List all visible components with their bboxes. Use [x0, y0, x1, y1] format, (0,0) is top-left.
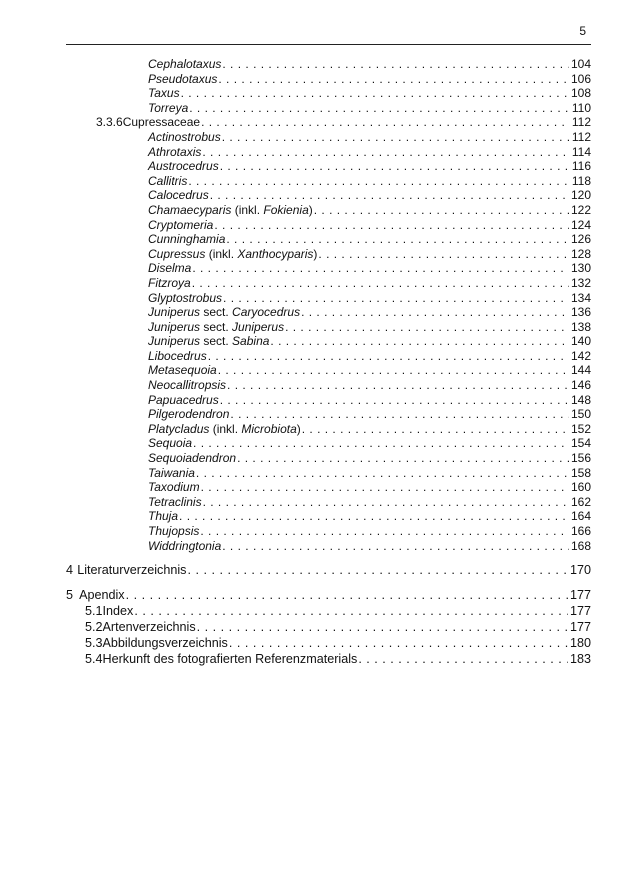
toc-entry-species[interactable]: [66, 378, 591, 393]
subsection-title: Index: [102, 604, 134, 619]
toc-chapter-5[interactable]: [66, 587, 591, 603]
subsection-number: 5.4: [85, 652, 103, 667]
entry-page: 166: [570, 524, 591, 538]
genus-name: Pseudotaxus: [148, 71, 218, 86]
note-name: Sabina: [232, 334, 270, 349]
toc-entry-species[interactable]: [66, 451, 591, 466]
genus-name: Callitris: [148, 173, 188, 188]
toc-entry-species[interactable]: [66, 349, 591, 364]
entry-page: 134: [570, 290, 591, 305]
genus-name: Calocedrus: [148, 188, 209, 203]
entry-page: 142: [570, 348, 591, 363]
entry-title: [66, 130, 221, 145]
toc-entry-species[interactable]: [66, 466, 591, 481]
genus-name: Juniperus: [148, 305, 201, 320]
dot-leader: [214, 218, 569, 233]
dot-leader: [189, 101, 570, 116]
dot-leader: [208, 349, 569, 364]
note-suffix: ): [313, 246, 318, 261]
dot-leader: [222, 57, 569, 72]
subsection-number: 5.1: [85, 604, 103, 619]
dot-leader: [196, 466, 569, 481]
genus-name: Glyptostrobus: [148, 290, 223, 305]
toc-entry-species[interactable]: [66, 393, 591, 408]
entry-page: 106: [570, 71, 591, 86]
dot-leader: [314, 203, 569, 218]
table-of-contents: [66, 57, 591, 667]
entry-title: [66, 188, 209, 203]
header-rule: [66, 44, 591, 45]
toc-entry-species[interactable]: [66, 422, 591, 437]
dot-leader: [358, 651, 568, 667]
genus-name: Cephalotaxus: [148, 57, 222, 71]
entry-title: [66, 86, 180, 101]
entry-title: [66, 174, 187, 189]
subsection-title: Herkunft des fotografierten Referenzmaterials: [102, 652, 358, 667]
genus-name: Metasequoia: [148, 363, 217, 378]
entry-title: [66, 480, 200, 495]
toc-subsection[interactable]: [66, 603, 591, 619]
note-prefix: (inkl.: [205, 246, 238, 261]
toc-entry-species[interactable]: [66, 247, 591, 262]
entry-title: [66, 291, 222, 306]
toc-entry-species[interactable]: [66, 72, 591, 87]
entry-page: 144: [570, 363, 591, 378]
dot-leader: [192, 276, 569, 291]
genus-name: Taxodium: [148, 480, 200, 495]
toc-entry-species[interactable]: [66, 407, 591, 422]
dot-leader: [226, 232, 569, 247]
toc-subsection[interactable]: [66, 635, 591, 651]
entry-page: 110: [571, 100, 591, 115]
note-name: Xanthocyparis: [237, 246, 314, 261]
genus-name: Taxus: [148, 86, 180, 101]
note-prefix: sect.: [200, 334, 233, 349]
toc-entry-species[interactable]: [66, 188, 591, 203]
entry-title: [66, 407, 229, 422]
toc-entry-species[interactable]: [66, 261, 591, 276]
dot-leader: [192, 261, 569, 276]
entry-page: 140: [570, 334, 591, 349]
toc-entry-species[interactable]: [66, 232, 591, 247]
note-prefix: sect.: [200, 305, 233, 320]
dot-leader: [218, 363, 569, 378]
dot-leader: [270, 334, 569, 349]
genus-name: Athrotaxis: [148, 144, 202, 159]
toc-entry-species[interactable]: [66, 276, 591, 291]
toc-entry-species[interactable]: [66, 480, 591, 495]
genus-name: Austrocedrus: [148, 159, 219, 174]
genus-name: Juniperus: [148, 319, 201, 334]
subsection-page: 177: [569, 620, 591, 635]
toc-entry-species[interactable]: [66, 509, 591, 524]
toc-section-3-3-6[interactable]: [66, 115, 591, 130]
genus-name: Pilgerodendron: [148, 407, 230, 422]
entry-page: 152: [570, 421, 591, 436]
entry-page: 138: [570, 319, 591, 334]
entry-page: 158: [570, 465, 591, 480]
entry-page: 150: [570, 407, 591, 422]
genus-name: Taiwania: [148, 465, 195, 480]
species-list-cupressaceae: [66, 130, 591, 553]
entry-page: 146: [570, 378, 591, 393]
entry-page: 122: [570, 202, 591, 217]
note-prefix: (inkl.: [209, 421, 242, 436]
dot-leader: [302, 422, 569, 437]
dot-leader: [201, 480, 569, 495]
entry-title: [66, 305, 300, 320]
toc-entry-species[interactable]: [66, 101, 591, 116]
genus-name: Cryptomeria: [148, 217, 214, 232]
genus-name: Cupressus: [148, 246, 206, 261]
toc-entry-species[interactable]: [66, 159, 591, 174]
note-name: Microbiota: [241, 421, 297, 436]
dot-leader: [197, 619, 568, 635]
genus-name: Cunninghamia: [148, 232, 226, 247]
entry-page: 108: [570, 86, 591, 101]
entry-title: [66, 524, 199, 539]
entry-page: 114: [571, 144, 591, 159]
entry-page: 128: [570, 246, 591, 261]
subsection-number: 5.2: [85, 620, 103, 635]
entry-title: [66, 349, 207, 364]
toc-entry-species[interactable]: [66, 495, 591, 510]
toc-entry-species[interactable]: [66, 57, 591, 72]
genus-name: Platycladus: [148, 421, 210, 436]
subsection-page: 177: [569, 604, 591, 619]
entry-title: [66, 509, 178, 524]
entry-title: [66, 247, 317, 262]
dot-leader: [318, 247, 569, 262]
dot-leader: [188, 174, 570, 189]
genus-name: Diselma: [148, 261, 192, 276]
entry-page: 112: [571, 129, 591, 144]
dot-leader: [200, 524, 569, 539]
dot-leader: [220, 159, 570, 174]
subsection-number: 5.3: [85, 636, 103, 651]
note-name: Fokienia: [263, 202, 309, 217]
genus-name: Juniperus: [148, 334, 201, 349]
chapter-title: Literaturverzeichnis: [77, 563, 187, 578]
note-suffix: ): [308, 202, 313, 217]
entry-title: [66, 466, 195, 481]
note-suffix: ): [296, 421, 301, 436]
dot-leader: [134, 603, 568, 619]
dot-leader: [237, 451, 569, 466]
entry-page: 118: [571, 173, 591, 188]
dot-leader: [187, 562, 568, 578]
entry-title: [66, 451, 236, 466]
dot-leader: [203, 495, 569, 510]
dot-leader: [301, 305, 569, 320]
chapter-number: 5: [66, 588, 74, 603]
toc-entry-species[interactable]: [66, 291, 591, 306]
toc-subsection[interactable]: [66, 651, 591, 667]
entry-page: 154: [570, 436, 591, 451]
entry-page: 130: [570, 261, 591, 276]
dot-leader: [222, 539, 569, 554]
entry-title: [66, 218, 213, 233]
dot-leader: [223, 291, 569, 306]
entry-title: [66, 393, 219, 408]
dot-leader: [210, 188, 569, 203]
genus-name: Neocallitropsis: [148, 378, 227, 393]
entry-title: [66, 363, 217, 378]
dot-leader: [222, 130, 570, 145]
toc-subsection[interactable]: [66, 619, 591, 635]
toc-entry-species[interactable]: [66, 320, 591, 335]
dot-leader: [193, 436, 569, 451]
toc-entry-species[interactable]: [66, 363, 591, 378]
genus-name: Sequoiadendron: [148, 451, 237, 466]
section-number: 3.3.6: [96, 115, 123, 130]
entry-title: [66, 436, 192, 451]
genus-name: Thujopsis: [148, 524, 200, 538]
toc-entry-species[interactable]: [66, 539, 591, 554]
chapter-title: Apendix: [79, 588, 125, 603]
toc-entry-species[interactable]: [66, 334, 591, 349]
dot-leader: [126, 587, 568, 603]
dot-leader: [285, 320, 569, 335]
toc-entry-species[interactable]: [66, 86, 591, 101]
entry-title: [66, 72, 217, 87]
note-name: Juniperus: [232, 319, 285, 334]
entry-title: [66, 276, 191, 291]
entry-page: 116: [571, 159, 591, 174]
toc-entry-species[interactable]: [66, 218, 591, 233]
subsection-page: 180: [569, 636, 591, 651]
dot-leader: [202, 145, 570, 160]
entry-title: [66, 334, 269, 349]
chapter-number: 4: [66, 563, 74, 578]
entry-title: [66, 159, 219, 174]
entry-title: [66, 57, 221, 72]
genus-name: Papuacedrus: [148, 392, 219, 407]
toc-entry-species[interactable]: [66, 130, 591, 145]
note-name: Caryocedrus: [232, 305, 301, 320]
section-page: 112: [571, 115, 591, 130]
subsection-title: Abbildungsverzeichnis: [102, 636, 228, 651]
dot-leader: [179, 509, 569, 524]
entry-title: [66, 101, 188, 116]
genus-name: Tetraclinis: [148, 494, 202, 509]
entry-title: [66, 232, 225, 247]
entry-page: 168: [570, 538, 591, 553]
genus-name: Chamaecyparis: [148, 202, 232, 217]
dot-leader: [229, 635, 568, 651]
section-title: Cupressaceae: [122, 115, 201, 130]
toc-entry-species[interactable]: [66, 305, 591, 320]
dot-leader: [220, 393, 569, 408]
entry-page: 120: [570, 188, 591, 203]
entry-page: 136: [570, 305, 591, 320]
entry-title: [66, 539, 221, 554]
subsection-page: 183: [569, 652, 591, 667]
entry-page: 132: [570, 275, 591, 290]
chapter-page: 177: [569, 588, 591, 603]
dot-leader: [230, 407, 569, 422]
entry-title: [66, 320, 284, 335]
entry-title: [66, 378, 226, 393]
entry-page: 148: [570, 392, 591, 407]
genus-name: Libocedrus: [148, 348, 207, 363]
genus-name: Fitzroya: [148, 275, 191, 290]
entry-page: 156: [570, 451, 591, 466]
entry-page: 162: [570, 494, 591, 509]
species-list-taxaceae: [66, 57, 591, 115]
entry-page: 164: [570, 509, 591, 524]
toc-entry-species[interactable]: [66, 203, 591, 218]
genus-name: Widdringtonia: [148, 538, 222, 553]
note-prefix: sect.: [200, 319, 233, 334]
entry-title: [66, 261, 191, 276]
entry-title: [66, 203, 313, 218]
toc-entry-species[interactable]: [66, 174, 591, 189]
entry-title: [66, 422, 301, 437]
chapter-page: 170: [569, 563, 591, 578]
dot-leader: [218, 72, 569, 87]
toc-entry-species[interactable]: [66, 436, 591, 451]
entry-page: 124: [570, 217, 591, 232]
dot-leader: [201, 115, 570, 130]
entry-page: 160: [570, 480, 591, 495]
entry-title: [66, 145, 201, 160]
genus-name: Actinostrobus: [148, 129, 221, 144]
genus-name: Torreya: [148, 100, 189, 115]
subsection-title: Artenverzeichnis: [102, 620, 196, 635]
entry-title: [66, 495, 202, 510]
genus-name: Sequoia: [148, 436, 193, 451]
toc-entry-species[interactable]: [66, 145, 591, 160]
genus-name: Thuja: [148, 509, 179, 524]
subsection-list-appendix: [66, 603, 591, 667]
entry-page: 126: [570, 232, 591, 247]
note-prefix: (inkl.: [231, 202, 264, 217]
toc-chapter-4[interactable]: [66, 562, 591, 578]
dot-leader: [181, 86, 569, 101]
page-number: 5: [579, 24, 586, 38]
toc-entry-species[interactable]: [66, 524, 591, 539]
dot-leader: [227, 378, 569, 393]
entry-page: 104: [570, 57, 591, 71]
